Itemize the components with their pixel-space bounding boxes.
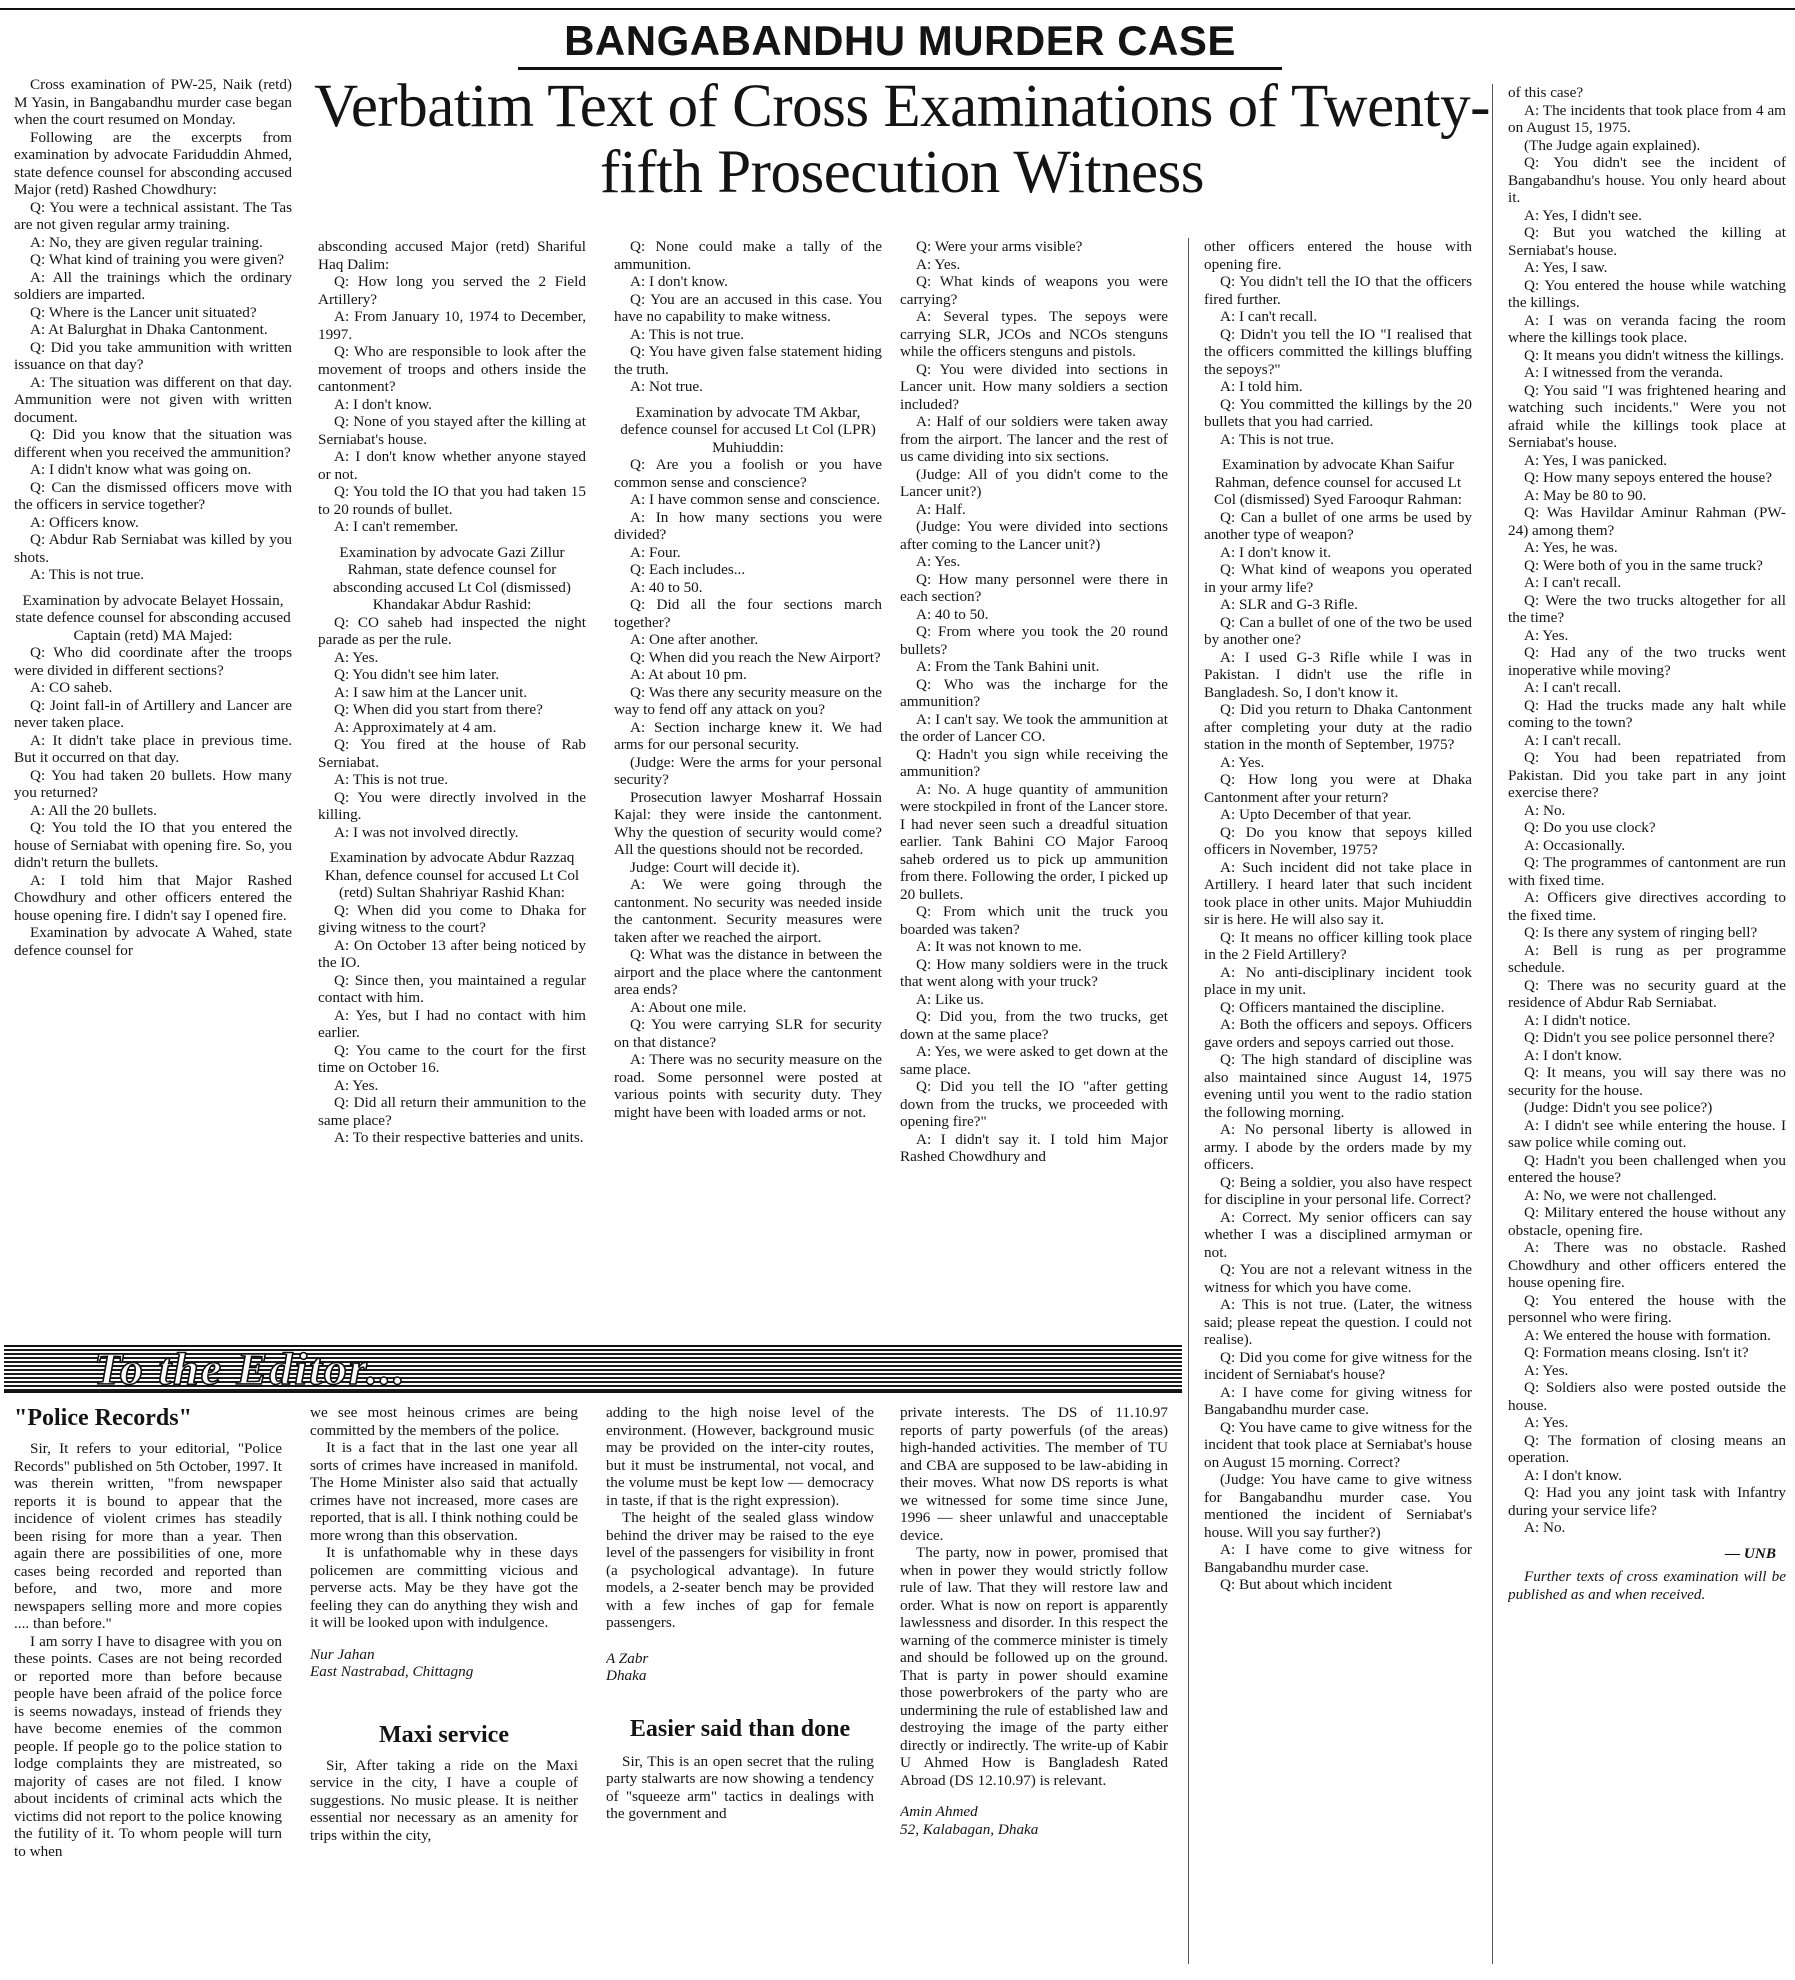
- text-paragraph: Q: When did you come to Dhaka for giving witness to the court?: [318, 901, 586, 936]
- text-paragraph: A: SLR and G-3 Rifle.: [1220, 596, 1358, 613]
- text-paragraph: Q: Did you come for give witness for the incident of Serniabat's house?: [1204, 1348, 1472, 1383]
- letter-2-signature-place: Dhaka: [606, 1667, 647, 1684]
- text-paragraph: A: No. A huge quantity of ammunition were stockpiled in front of the Lancer store. I had never seen such a dreadful situation earlier. Tank Bahini CO Major Farooq saheb ordered us to pick up ammunition from there. Following the order, I picked up 20 bullets.: [900, 780, 1168, 903]
- text-paragraph: A: Yes, but I had no contact with him earlier.: [318, 1006, 586, 1041]
- text-paragraph: A: I have common sense and conscience.: [630, 491, 881, 508]
- letter-1-part-1: [14, 1440, 282, 1860]
- text-paragraph: A: I didn't notice.: [1524, 1011, 1631, 1029]
- text-paragraph: The height of the sealed glass window behind the driver may be raised to the eye level of the passengers for visibility in front (a psychological advantage). In future models, a 2-seater bench may be provided with a few inches of gap for female passengers.: [606, 1509, 874, 1631]
- text-paragraph: Q: You had taken 20 bullets. How many you returned?: [14, 766, 292, 801]
- text-paragraph: A: This is not true.: [30, 566, 145, 583]
- text-paragraph: Q: The formation of closing means an operation.: [1508, 1431, 1786, 1466]
- text-paragraph: Q: What kind of weapons you operated in your army life?: [1204, 561, 1472, 596]
- text-paragraph: A: I don't know.: [1524, 1466, 1622, 1484]
- text-paragraph: Q: The high standard of discipline was also maintained since August 14, 1975 evening until you went to the radio station the following morning.: [1204, 1051, 1472, 1121]
- text-paragraph: Q: Had you any joint task with Infantry during your service life?: [1508, 1484, 1786, 1519]
- text-paragraph: A: From the Tank Bahini unit.: [916, 658, 1100, 675]
- text-paragraph: Q: Hadn't you been challenged when you entered the house?: [1508, 1151, 1786, 1186]
- text-paragraph: Q: Did you, from the two trucks, get down at the same place?: [900, 1008, 1168, 1043]
- text-paragraph: I am sorry I have to disagree with you on these points. Cases are not being recorded or reported more than before because people have been afraid of the police force is seems nowadays, instead of friends they have become enemies of the common people. If people go to the police station to lodge complaints they are mistreated, so majority of cases are not filed. I know about incidents of criminal acts which the victims did not report to the police knowing the futility of it. To whom people will turn to when: [14, 1632, 282, 1860]
- text-paragraph: Q: You didn't see the incident of Bangabandhu's house. You only heard about it.: [1508, 154, 1786, 206]
- text-paragraph: A: Section incharge knew it. We had arms for our personal security.: [614, 718, 882, 753]
- text-paragraph: Q: You were directly involved in the killing.: [318, 788, 586, 823]
- text-paragraph: Prosecution lawyer Mosharraf Hossain Kajal: they were inside the cantonment. Why the question of security would come? All the questions should not be recorded.: [614, 788, 882, 858]
- text-paragraph: A: I have come for giving witness for Bangabandhu murder case.: [1204, 1383, 1472, 1418]
- text-paragraph: A: One after another.: [630, 631, 759, 648]
- text-paragraph: (Judge: You were divided into sections after coming to the Lancer unit?): [900, 518, 1168, 553]
- text-paragraph: A: Yes.: [1220, 753, 1265, 771]
- text-paragraph: Q: It means no officer killing took place in the 2 Field Artillery?: [1204, 928, 1472, 963]
- text-paragraph: A: I have come to give witness for Bangabandhu murder case.: [1204, 1541, 1472, 1576]
- text-paragraph: Q: Being a soldier, you also have respect for discipline in your personal life. Correct?: [1204, 1173, 1472, 1208]
- text-paragraph: Q: But about which incident: [1220, 1576, 1393, 1593]
- text-paragraph: Q: Can a bullet of one of the two be used by another one?: [1204, 613, 1472, 648]
- text-paragraph: A: No, they are given regular training.: [30, 233, 263, 251]
- text-paragraph: Q: You told the IO that you had taken 15 to 20 rounds of bullet.: [318, 483, 586, 518]
- text-paragraph: Judge: Court will decide it).: [630, 858, 800, 876]
- text-paragraph: (Judge: All of you didn't come to the Lancer unit?): [900, 465, 1168, 500]
- text-paragraph: Following are the excerpts from examination by advocate Fariduddin Ahmed, state defence counsel for absconding accused Major (retd) Rashed Chowdhury:: [14, 128, 292, 198]
- text-paragraph: (The Judge again explained).: [1524, 136, 1701, 154]
- text-paragraph: It is a fact that in the last one year all sorts of crimes have increased in manifold. The Home Minister also said that actually crimes have not increased, more cases are reported, that is all. I think nothing could be more wrong than this observation.: [310, 1439, 578, 1544]
- text-paragraph: A: Officers give directives according to the fixed time.: [1508, 889, 1786, 924]
- text-paragraph: A: Half.: [916, 500, 966, 518]
- text-paragraph: Q: Didn't you tell the IO "I realised that the officers committed the killings bluffing the sepoys?": [1204, 325, 1472, 378]
- text-paragraph: Q: Are you a foolish or you have common sense and conscience?: [614, 456, 882, 491]
- text-paragraph: Q: Had any of the two trucks went inoperative while moving?: [1508, 644, 1786, 679]
- text-paragraph: Q: From which unit the truck you boarded was taken?: [900, 903, 1168, 938]
- text-paragraph: A: I was on veranda facing the room where the killings took place.: [1508, 311, 1786, 346]
- text-paragraph: Q: When did you start from there?: [334, 701, 543, 718]
- text-paragraph: A: Yes.: [916, 255, 961, 273]
- text-paragraph: A: Yes, I didn't see.: [1524, 206, 1642, 224]
- letter-3-signature-name: Amin Ahmed: [900, 1803, 978, 1820]
- text-paragraph: A: Half of our soldiers were taken away from the airport. The lancer and the rest of us came dividing into six sections.: [900, 413, 1168, 465]
- article-column-3: [614, 238, 882, 1328]
- text-paragraph: Q: Joint fall-in of Artillery and Lancer are never taken place.: [14, 696, 292, 731]
- text-paragraph: Examination by advocate A Wahed, state defence counsel for: [14, 924, 292, 959]
- letter-1-part-2: [310, 1404, 578, 1632]
- text-paragraph: A: This is not true.: [334, 771, 449, 788]
- section-kicker: BANGABANDHU MURDER CASE: [564, 17, 1236, 64]
- letter-title-easier-said: Easier said than done: [629, 1715, 851, 1742]
- text-paragraph: Q: How many personnel were there in each section?: [900, 570, 1168, 605]
- text-paragraph: A: The incidents that took place from 4 am on August 15, 1975.: [1508, 101, 1786, 136]
- text-paragraph: A: I don't know it.: [1220, 543, 1332, 561]
- article-column-6-body: [1508, 84, 1786, 1537]
- text-paragraph: Q: Soldiers also were posted outside the house.: [1508, 1379, 1786, 1414]
- subhead-paragraph: Examination by advocate Abdur Razzaq Khan, defence counsel for accused Lt Col (retd) Sultan Shahriyar Rashid Khan:: [324, 849, 580, 901]
- text-paragraph: Q: What kinds of weapons you were carrying?: [900, 273, 1168, 308]
- byline: — UNB: [1724, 1544, 1776, 1562]
- text-paragraph: Q: Were your arms visible?: [916, 238, 1083, 255]
- text-paragraph: Q: Did you return to Dhaka Cantonment after completing your duty at the radio station in the month of September, 1975?: [1204, 701, 1472, 753]
- text-paragraph: A: Upto December of that year.: [1220, 806, 1412, 823]
- article-column-2: [318, 238, 586, 1328]
- text-paragraph: A: Officers know.: [30, 513, 139, 531]
- letter-1-signature-name: Nur Jahan: [310, 1645, 375, 1663]
- text-paragraph: A: I used G-3 Rifle while I was in Pakistan. I didn't use the rifle in Bangladesh. So, I don't know it.: [1204, 648, 1472, 701]
- letter-3-part-1: Sir, This is an open secret that the ruling party stalwarts are now showing a tendency of "squeeze arm" tactics in dealings with the government and: [606, 1752, 874, 1822]
- text-paragraph: Q: Since then, you maintained a regular contact with him.: [318, 971, 586, 1006]
- text-paragraph: A: About one mile.: [630, 998, 747, 1016]
- text-paragraph: A: Yes.: [334, 648, 379, 666]
- letter-column-2: [310, 1404, 578, 1964]
- text-paragraph: A: It was not known to me.: [916, 938, 1082, 955]
- text-paragraph: A: All the trainings which the ordinary soldiers are imparted.: [14, 268, 292, 303]
- text-paragraph: Q: Was Havildar Aminur Rahman (PW-24) among them?: [1508, 504, 1786, 539]
- text-paragraph: Q: Who was the incharge for the ammunition?: [900, 675, 1168, 710]
- text-paragraph: Q: How many soldiers were in the truck that went along with your truck?: [900, 955, 1168, 990]
- subhead-paragraph: Examination by advocate TM Akbar, defence counsel for accused Lt Col (LPR) Muhiuddin:: [620, 403, 876, 456]
- text-paragraph: A: I don't know.: [630, 273, 728, 290]
- text-paragraph: A: I saw him at the Lancer unit.: [334, 683, 528, 701]
- page-headline: Verbatim Text of Cross Examinations of Twenty-fifth Prosecution Witness: [314, 73, 1490, 206]
- article-column-6: [1508, 84, 1786, 1964]
- text-paragraph: Q: It means you didn't witness the killings.: [1524, 346, 1785, 364]
- text-paragraph: Q: Formation means closing. Isn't it?: [1524, 1344, 1749, 1361]
- letter-1-signature-place: East Nastrabad, Chittagng: [310, 1663, 474, 1680]
- text-paragraph: Q: You entered the house while watching the killings.: [1508, 276, 1786, 311]
- text-paragraph: A: Yes.: [334, 1076, 379, 1094]
- text-paragraph: A: I don't know.: [1524, 1046, 1622, 1064]
- text-paragraph: Q: The programmes of cantonment are run with fixed time.: [1508, 854, 1786, 889]
- text-paragraph: Q: What kind of training you were given?: [30, 251, 285, 268]
- text-paragraph: Q: Do you know that sepoys killed officers in November, 1975?: [1204, 823, 1472, 858]
- text-paragraph: Q: Where is the Lancer unit situated?: [30, 303, 257, 321]
- text-paragraph: Q: You didn't see him later.: [334, 666, 500, 683]
- text-paragraph: A: I can't recall.: [1524, 731, 1622, 749]
- text-paragraph: A: I don't know.: [334, 395, 432, 413]
- text-paragraph: Q: None of you stayed after the killing at Serniabat's house.: [318, 413, 586, 448]
- text-paragraph: A: I can't remember.: [334, 518, 459, 535]
- text-paragraph: A: CO saheb.: [30, 679, 113, 696]
- text-paragraph: A: Several types. The sepoys were carrying SLR, JCOs and NCOs stenguns while the officers stenguns and pistols.: [900, 308, 1168, 360]
- text-paragraph: A: Yes, he was.: [1524, 539, 1618, 556]
- text-paragraph: of this case?: [1508, 84, 1584, 101]
- text-paragraph: A: This is not true. (Later, the witness said; please repeat the question. I could not realise).: [1204, 1296, 1472, 1348]
- text-paragraph: A: We were going through the cantonment. No security was needed inside the cantonment. Security measures were taken after we reached the airport.: [614, 876, 882, 946]
- text-paragraph: A: There was no security measure on the road. Some personnel were posted at various points with security duty. They might have been with loaded arms or not.: [614, 1051, 882, 1121]
- text-paragraph: A: Yes, we were asked to get down at the same place.: [900, 1043, 1168, 1078]
- text-paragraph: Q: Do you use clock?: [1524, 819, 1656, 836]
- text-paragraph: Q: Didn't you see police personnel there?: [1524, 1029, 1775, 1046]
- text-paragraph: A: From January 10, 1974 to December, 1997.: [318, 308, 586, 343]
- column-divider: [1492, 84, 1493, 1964]
- letter-title-maxi-service: Maxi service: [379, 1721, 509, 1748]
- text-paragraph: Q: How long you served the 2 Field Artillery?: [318, 273, 586, 308]
- text-paragraph: Q: Did you know that the situation was different when you received the ammunition?: [14, 426, 292, 461]
- text-paragraph: Q: You have came to give witness for the incident that took place at Serniabat's house on August 15 morning. Correct?: [1204, 1418, 1472, 1471]
- text-paragraph: Q: Was there any security measure on the way to fend off any attack on you?: [614, 683, 882, 718]
- text-paragraph: Q: You were divided into sections in Lancer unit. How many soldiers a section included?: [900, 360, 1168, 413]
- text-paragraph: Q: Each includes...: [630, 561, 746, 578]
- text-paragraph: A: I was not involved directly.: [334, 823, 519, 841]
- text-paragraph: Q: You fired at the house of Rab Serniabat.: [318, 736, 586, 771]
- text-paragraph: absconding accused Major (retd) Shariful Haq Dalim:: [318, 238, 586, 273]
- text-paragraph: A: I didn't know what was going on.: [30, 461, 252, 478]
- text-paragraph: Q: You told the IO that you entered the house of Serniabat with opening fire. So, you didn't return the bullets.: [14, 819, 292, 871]
- text-paragraph: A: I don't know whether anyone stayed or not.: [318, 448, 586, 483]
- text-paragraph: Q: You were a technical assistant. The Tas are not given regular army training.: [14, 198, 292, 233]
- text-paragraph: Q: You said "I was frightened hearing and watching such incidents." Were you not afraid while the killings took place at Serniabat's house.: [1508, 381, 1786, 451]
- letter-2-part-1: Sir, After taking a ride on the Maxi service in the city, I have a couple of suggestions. No music please. It is neither essential nor necessary as an amenity for trips within the city,: [310, 1756, 578, 1844]
- text-paragraph: A: No personal liberty is allowed in army. I abode by the orders made by my officers.: [1204, 1121, 1472, 1173]
- letter-2-part-2: [606, 1404, 874, 1632]
- text-paragraph: A: Yes.: [916, 553, 961, 570]
- text-paragraph: A: Like us.: [916, 990, 984, 1008]
- text-paragraph: Q: You entered the house with the personnel who were firing.: [1508, 1291, 1786, 1326]
- text-paragraph: Q: Had the trucks made any halt while coming to the town?: [1508, 696, 1786, 731]
- text-paragraph: A: I didn't say it. I told him Major Rashed Chowdhury and: [900, 1130, 1168, 1165]
- text-paragraph: A: This is not true.: [1220, 430, 1335, 448]
- text-paragraph: A: We entered the house with formation.: [1524, 1326, 1771, 1344]
- text-paragraph: A: Yes.: [1524, 1361, 1569, 1379]
- text-paragraph: Q: You are an accused in this case. You have no capability to make witness.: [614, 290, 882, 325]
- text-paragraph: Q: Did all return their ammunition to the same place?: [318, 1094, 586, 1129]
- text-paragraph: A: No.: [1524, 801, 1566, 819]
- continuation-note: Further texts of cross examination will be published as and when received.: [1508, 1568, 1786, 1603]
- text-paragraph: Q: How many sepoys entered the house?: [1524, 469, 1772, 486]
- letter-3-part-2: [900, 1404, 1168, 1789]
- text-paragraph: A: Occasionally.: [1524, 836, 1626, 854]
- text-paragraph: Q: Can a bullet of one arms be used by another type of weapon?: [1204, 508, 1472, 543]
- article-column-4: [900, 238, 1168, 1328]
- text-paragraph: Q: You had been repatriated from Pakistan. Did you take part in any joint exercise there?: [1508, 749, 1786, 801]
- text-paragraph: Q: It means, you will say there was no security for the house.: [1508, 1064, 1786, 1099]
- text-paragraph: A: This is not true.: [630, 325, 745, 343]
- letter-title-police-records: "Police Records": [14, 1405, 192, 1431]
- subhead-paragraph: Examination by advocate Gazi Zillur Rahman, state defence counsel for absconding accused Lt Col (dismissed) Khandakar Abdur Rashid:: [333, 543, 571, 613]
- to-the-editor-banner: [4, 1345, 1182, 1393]
- letter-2-signature-name: A Zabr: [606, 1649, 649, 1667]
- text-paragraph: adding to the high noise level of the environment. (However, background music may be provided on the inter-city routes, but it must be instrumental, not vocal, and the volume must be kept low — democracy in taste, if that is the right expression).: [606, 1404, 874, 1509]
- text-paragraph: Q: Did you take ammunition with written issuance on that day?: [14, 338, 292, 373]
- text-paragraph: A: Four.: [630, 543, 681, 561]
- text-paragraph: A: Yes, I saw.: [1524, 259, 1608, 276]
- text-paragraph: A: At about 10 pm.: [630, 666, 747, 683]
- text-paragraph: A: No anti-disciplinary incident took place in my unit.: [1204, 963, 1472, 998]
- text-paragraph: A: On October 13 after being noticed by the IO.: [318, 936, 586, 971]
- text-paragraph: Q: Is there any system of ringing bell?: [1524, 924, 1758, 941]
- text-paragraph: A: May be 80 to 90.: [1524, 486, 1647, 504]
- text-paragraph: A: I can't recall.: [1524, 679, 1622, 696]
- letter-column-1: [14, 1404, 282, 1964]
- article-column-5: [1204, 238, 1472, 1966]
- letter-column-4: [900, 1404, 1168, 1964]
- text-paragraph: Q: Military entered the house without any obstacle, opening fire.: [1508, 1204, 1786, 1239]
- column-divider: [1188, 238, 1189, 1964]
- text-paragraph: A: I can't say. We took the ammunition at the order of Lancer CO.: [900, 710, 1168, 745]
- text-paragraph: A: Both the officers and sepoys. Officers gave orders and sepoys carried out those.: [1204, 1016, 1472, 1051]
- text-paragraph: A: Approximately at 4 am.: [334, 718, 497, 736]
- text-paragraph: Q: CO saheb had inspected the night parade as per the rule.: [318, 613, 586, 648]
- text-paragraph: Q: You have given false statement hiding the truth.: [614, 343, 882, 378]
- text-paragraph: Q: Were the two trucks altogether for all the time?: [1508, 591, 1786, 626]
- text-paragraph: Q: From where you took the 20 round bullets?: [900, 623, 1168, 658]
- text-paragraph: Sir, It refers to your editorial, "Police Records" published on 5th October, 1997. It was therein written, "from newspaper reports it is bound to appear that the incidence of violent crimes has steadily been rising for more than a year. Then again there are possibilities of one, more cases being recorded and reported than before, and two, more and more newspapers selling more and more copies .... than before.": [14, 1440, 282, 1632]
- article-column-1: [14, 76, 292, 1321]
- text-paragraph: Q: You didn't tell the IO that the officers fired further.: [1204, 273, 1472, 308]
- text-paragraph: Q: You were carrying SLR for security on that distance?: [614, 1016, 882, 1051]
- text-paragraph: A: Not true.: [630, 378, 703, 395]
- text-paragraph: Q: Who did coordinate after the troops were divided in different sections?: [14, 644, 292, 679]
- top-rule: [0, 8, 1795, 10]
- text-paragraph: Q: Did all the four sections march together?: [614, 596, 882, 631]
- text-paragraph: Q: How long you were at Dhaka Cantonment after your return?: [1204, 771, 1472, 806]
- text-paragraph: Q: When did you reach the New Airport?: [630, 648, 881, 666]
- subhead-paragraph: Examination by advocate Belayet Hossain, state defence counsel for absconding accused Captain (retd) MA Majed:: [15, 591, 291, 644]
- text-paragraph: Q: Officers mantained the discipline.: [1220, 998, 1445, 1016]
- subhead-paragraph: Examination by advocate Khan Saifur Rahman, defence counsel for accused Lt Col (dismissed) Syed Farooqur Rahman:: [1213, 456, 1463, 508]
- text-paragraph: Q: Hadn't you sign while receiving the ammunition?: [900, 745, 1168, 780]
- text-paragraph: A: I told him.: [1220, 378, 1303, 395]
- letter-3-signature-place: 52, Kalabagan, Dhaka: [900, 1820, 1039, 1838]
- text-paragraph: A: Correct. My senior officers can say whether I was a disciplined armyman or not.: [1204, 1208, 1472, 1261]
- text-paragraph: A: Bell is rung as per programme schedule.: [1508, 941, 1786, 976]
- text-paragraph: Q: There was no security guard at the residence of Abdur Rab Serniabat.: [1508, 976, 1786, 1011]
- text-paragraph: other officers entered the house with opening fire.: [1204, 238, 1472, 273]
- text-paragraph: Q: You committed the killings by the 20 bullets that you had carried.: [1204, 395, 1472, 430]
- text-paragraph: Cross examination of PW-25, Naik (retd) M Yasin, in Bangabandhu murder case began when the court resumed on Monday.: [14, 76, 292, 128]
- text-paragraph: Q: Did you tell the IO "after getting down from the trucks, we proceeded with opening fire?": [900, 1078, 1168, 1130]
- text-paragraph: The party, now in power, promised that when in power they would strictly follow rule of law. That they will restore law and order. What is now on report is apparently lawlessness and disorder. In this respect the warning of the commerce minister is timely and should be followed up on the ground. That is party in power should examine those powerbrokers of the party who are undermining the rule of established law and destroying the image of the party either directly or indirectly. The write-up of Kabir U Ahmed How is Bangladesh Rated Abroad (DS 12.10.97) is relevant.: [900, 1544, 1168, 1789]
- text-paragraph: A: No.: [1524, 1519, 1566, 1536]
- text-paragraph: (Judge: Didn't you see police?): [1524, 1099, 1713, 1116]
- text-paragraph: A: The situation was different on that day. Ammunition were not given with written document.: [14, 373, 292, 426]
- text-paragraph: Q: Abdur Rab Serniabat was killed by you shots.: [14, 531, 292, 566]
- text-paragraph: A: Yes, I was panicked.: [1524, 451, 1667, 469]
- text-paragraph: (Judge: You have came to give witness for Bangabandhu murder case. You mentioned the incident of Serniabat's house. Will you say further?): [1204, 1471, 1472, 1541]
- text-paragraph: Q: Were both of you in the same truck?: [1524, 556, 1763, 574]
- text-paragraph: It is unfathomable why in these days policemen are committing vicious and perverse acts. May be they have got the feeling they can do anything they wish and it will be looked upon with indulgence.: [310, 1544, 578, 1631]
- text-paragraph: A: All the 20 bullets.: [30, 801, 157, 819]
- text-paragraph: A: I can't recall.: [1220, 308, 1318, 325]
- text-paragraph: A: In how many sections you were divided?: [614, 508, 882, 543]
- text-paragraph: A: Yes.: [1524, 626, 1569, 644]
- text-paragraph: Q: What was the distance in between the airport and the place where the cantonment area ends?: [614, 946, 882, 998]
- text-paragraph: A: Yes.: [1524, 1414, 1569, 1431]
- text-paragraph: A: Such incident did not take place in Artillery. I heard later that such incident took place in other units. Major Muhiuddin sir is here. He will also say it.: [1204, 858, 1472, 928]
- text-paragraph: Q: Can the dismissed officers move with the officers in service together?: [14, 478, 292, 513]
- letter-column-3: [606, 1404, 874, 1964]
- text-paragraph: A: I witnessed from the veranda.: [1524, 364, 1724, 381]
- text-paragraph: we see most heinous crimes are being committed by the members of the police.: [310, 1404, 578, 1439]
- kicker-underline: [518, 67, 1282, 70]
- text-paragraph: A: No, we were not challenged.: [1524, 1186, 1717, 1204]
- text-paragraph: Q: You are not a relevant witness in the witness for which you have come.: [1204, 1261, 1472, 1296]
- text-paragraph: Q: Who are responsible to look after the movement of troops and others inside the cantonment?: [318, 343, 586, 395]
- text-paragraph: A: There was no obstacle. Rashed Chowdhury and other officers entered the house opening fire.: [1508, 1239, 1786, 1291]
- text-paragraph: Q: But you watched the killing at Serniabat's house.: [1508, 224, 1786, 259]
- text-paragraph: Q: You came to the court for the first time on October 16.: [318, 1041, 586, 1076]
- text-paragraph: private interests. The DS of 11.10.97 reports of party powerfuls (of the areas) high-handed activities. The member of TU and CBA are supposed to be law-abiding in their moves. What now DS reports is what we witnessed for some time since June, 1996 — sheer unlawful and unacceptable device.: [900, 1404, 1168, 1544]
- text-paragraph: A: I told him that Major Rashed Chowdhury and other officers entered the house opening fire. I didn't say I opened fire.: [14, 871, 292, 924]
- text-paragraph: A: It didn't take place in previous time. But it occurred on that day.: [14, 731, 292, 766]
- text-paragraph: Q: None could make a tally of the ammunition.: [614, 238, 882, 273]
- text-paragraph: (Judge: Were the arms for your personal security?: [614, 753, 882, 788]
- text-paragraph: A: At Balurghat in Dhaka Cantonment.: [30, 321, 268, 338]
- to-the-editor-title: To the Editor...: [94, 1343, 407, 1394]
- text-paragraph: A: 40 to 50.: [630, 578, 703, 596]
- text-paragraph: A: I can't recall.: [1524, 574, 1622, 591]
- text-paragraph: A: I didn't see while entering the house. I saw police while coming out.: [1508, 1116, 1786, 1151]
- text-paragraph: A: To their respective batteries and units.: [334, 1129, 584, 1146]
- text-paragraph: A: 40 to 50.: [916, 605, 989, 623]
